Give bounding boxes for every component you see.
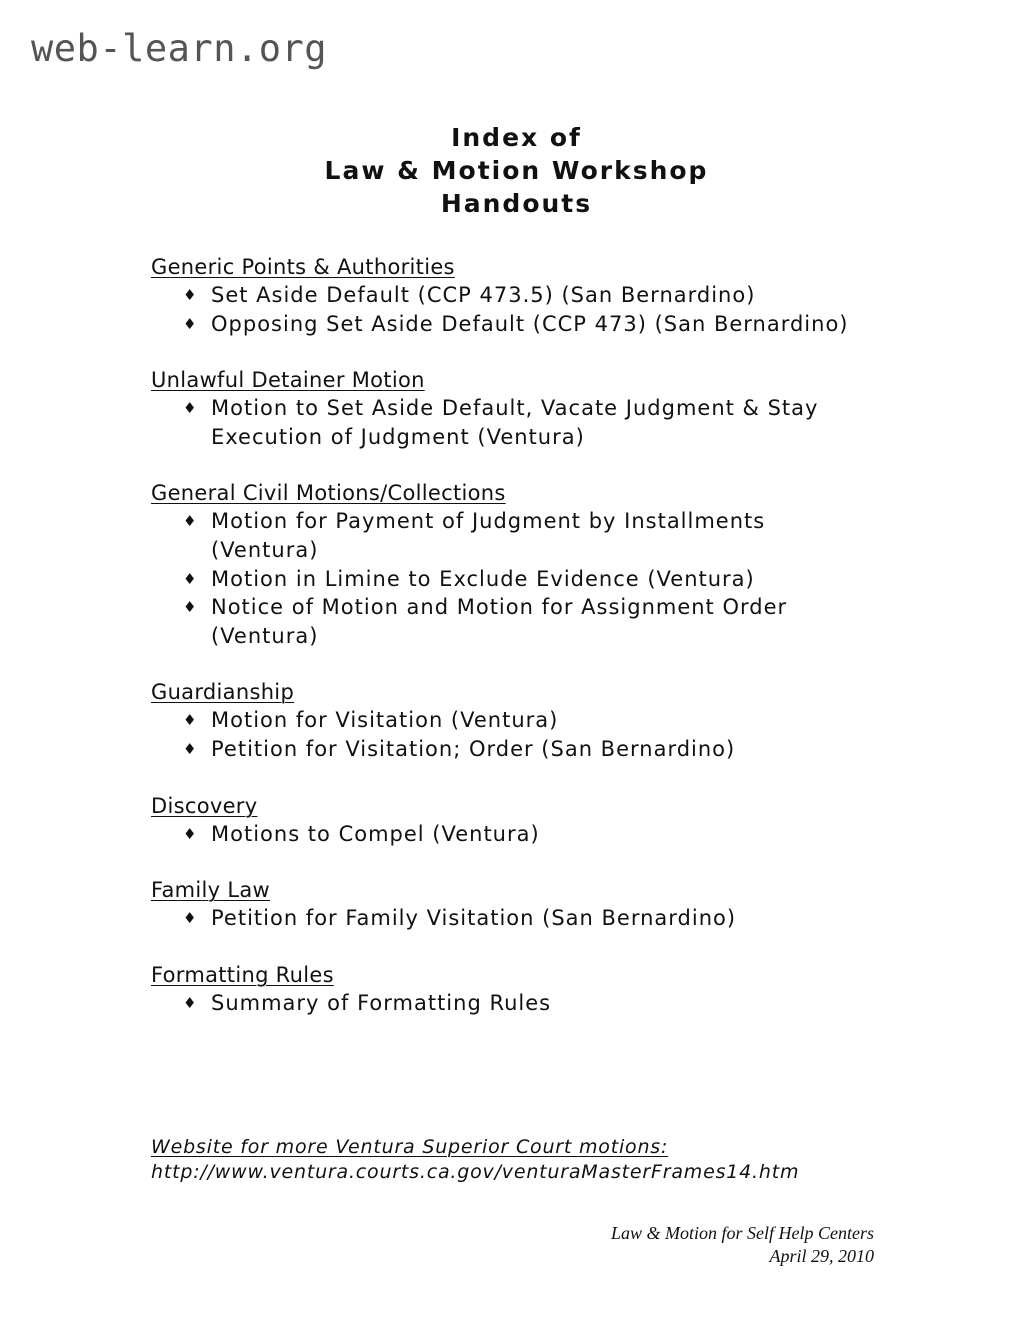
handout-item-label: Opposing Set Aside Default (CCP 473) (San Bernardino) bbox=[211, 311, 849, 336]
footer-date: April 29, 2010 bbox=[769, 1246, 874, 1266]
diamond-bullet-icon: ♦ bbox=[183, 512, 198, 531]
handout-item bbox=[151, 989, 871, 1018]
handout-item bbox=[151, 735, 871, 764]
handout-item bbox=[151, 281, 871, 310]
title-line-1: Index of bbox=[451, 123, 582, 152]
handout-item bbox=[151, 706, 871, 735]
diamond-bullet-icon: ♦ bbox=[183, 711, 198, 730]
diamond-bullet-icon: ♦ bbox=[183, 286, 198, 304]
diamond-bullet-icon: ♦ bbox=[183, 314, 198, 333]
handout-item-label: Motion in Limine to Exclude Evidence (Ventura) bbox=[211, 566, 755, 591]
footer bbox=[611, 1222, 874, 1268]
handout-item bbox=[151, 394, 871, 451]
handout-item bbox=[151, 904, 871, 933]
section bbox=[151, 479, 871, 650]
handout-item bbox=[151, 507, 871, 564]
handout-item bbox=[151, 593, 871, 650]
handout-item bbox=[151, 820, 871, 849]
handout-item bbox=[151, 310, 871, 339]
section-heading: Guardianship bbox=[151, 680, 295, 705]
section-heading: Generic Points & Authorities bbox=[151, 255, 455, 279]
section-heading: Unlawful Detainer Motion bbox=[151, 368, 425, 393]
handout-item-label: Set Aside Default (CCP 473.5) (San Bernardino) bbox=[211, 283, 756, 307]
diamond-bullet-icon: ♦ bbox=[183, 909, 198, 928]
handout-item bbox=[151, 565, 871, 594]
section bbox=[151, 366, 871, 451]
handout-list bbox=[151, 989, 871, 1018]
handout-item-label: Motion to Set Aside Default, Vacate Judgment & Stay Execution of Judgment (Ventura) bbox=[211, 396, 819, 449]
website-label: Website for more Ventura Superior Court motions: bbox=[151, 1136, 669, 1158]
page-title bbox=[0, 121, 1025, 220]
diamond-bullet-icon: ♦ bbox=[183, 993, 198, 1012]
handout-item-label: Summary of Formatting Rules bbox=[211, 990, 552, 1015]
website-url[interactable]: http://www.ventura.courts.ca.gov/venturaMasterFrames14.htm bbox=[151, 1161, 800, 1183]
handout-item-label: Petition for Family Visitation (San Bernardino) bbox=[211, 906, 737, 931]
handout-item-label: Notice of Motion and Motion for Assignment Order (Ventura) bbox=[211, 595, 788, 648]
website-note bbox=[151, 1135, 799, 1185]
section bbox=[151, 253, 871, 338]
section-heading: Formatting Rules bbox=[151, 962, 334, 987]
handout-list bbox=[151, 281, 871, 338]
diamond-bullet-icon: ♦ bbox=[183, 399, 198, 418]
handout-item-label: Petition for Visitation; Order (San Bernardino) bbox=[211, 736, 736, 761]
section bbox=[151, 792, 871, 849]
handout-item-label: Motions to Compel (Ventura) bbox=[211, 821, 540, 846]
section-heading: Discovery bbox=[151, 793, 258, 818]
watermark: web-learn.org bbox=[31, 27, 328, 70]
section bbox=[151, 876, 871, 933]
footer-line-1: Law & Motion for Self Help Centers bbox=[611, 1223, 874, 1243]
handout-list bbox=[151, 820, 871, 849]
diamond-bullet-icon: ♦ bbox=[183, 598, 198, 617]
handout-list bbox=[151, 706, 871, 763]
handout-item-label: Motion for Visitation (Ventura) bbox=[211, 708, 559, 733]
handout-list bbox=[151, 904, 871, 933]
title-line-2: Law & Motion Workshop bbox=[324, 156, 709, 185]
handout-list bbox=[151, 394, 871, 451]
section-heading: General Civil Motions/Collections bbox=[151, 481, 506, 506]
title-line-3: Handouts bbox=[440, 189, 593, 218]
diamond-bullet-icon: ♦ bbox=[183, 569, 198, 588]
section bbox=[151, 678, 871, 763]
section bbox=[151, 961, 871, 1018]
diamond-bullet-icon: ♦ bbox=[183, 824, 198, 843]
handout-item-label: Motion for Payment of Judgment by Installments (Ventura) bbox=[211, 509, 766, 562]
handout-index bbox=[151, 253, 871, 1045]
handout-list bbox=[151, 507, 871, 650]
section-heading: Family Law bbox=[151, 878, 270, 903]
diamond-bullet-icon: ♦ bbox=[183, 739, 198, 758]
